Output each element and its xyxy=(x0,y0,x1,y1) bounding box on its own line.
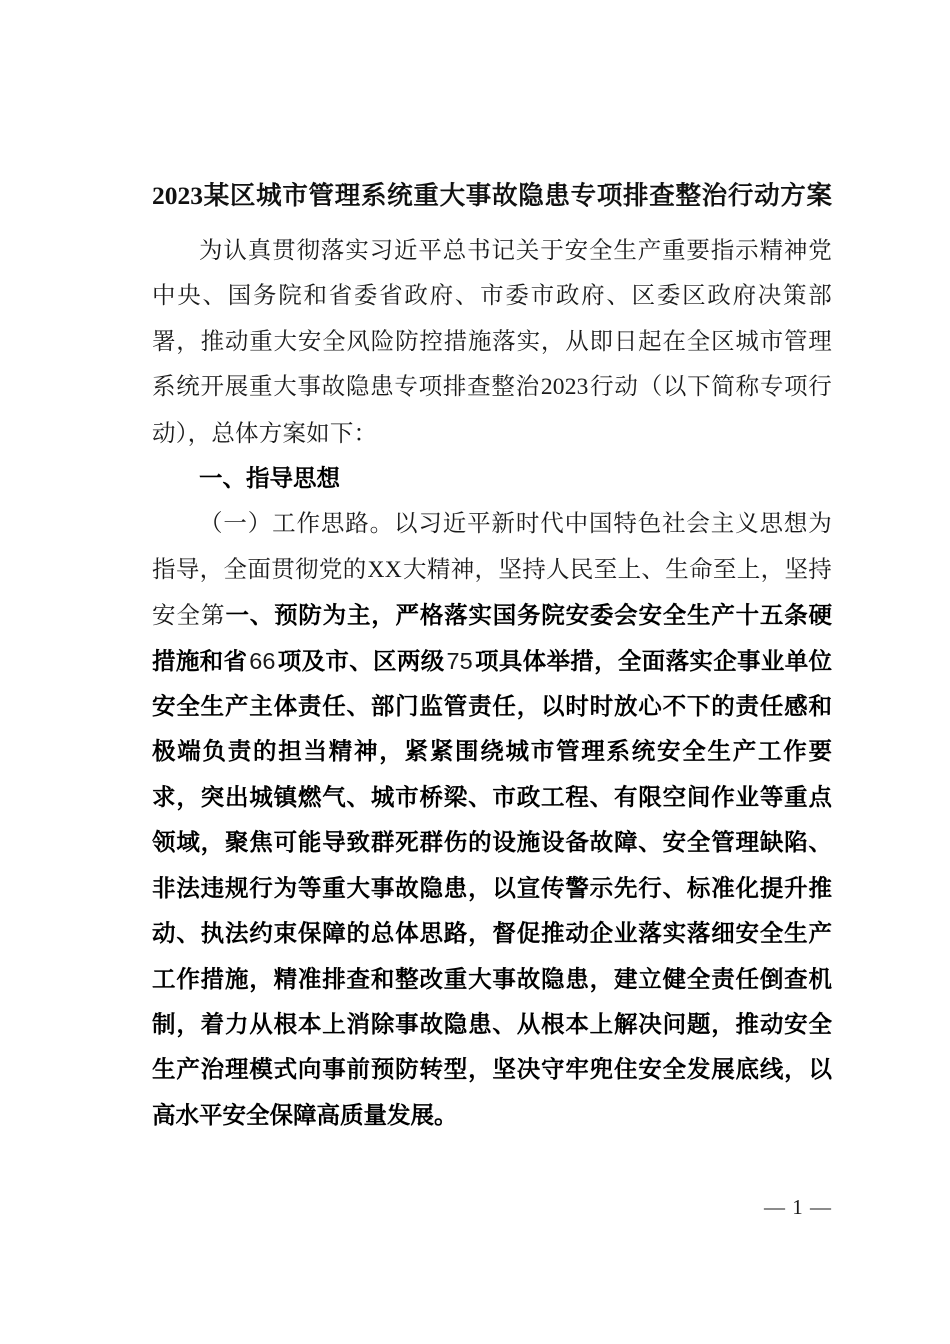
item-one-text-run-5: 项及市、区两级 xyxy=(277,647,445,674)
intro-text-run-2: 行动（以下简称专项行动），总体方案如下： xyxy=(152,372,833,447)
footer-page-number: — 1 — xyxy=(764,1195,832,1219)
intro-text-run-1: 2023 xyxy=(540,374,589,401)
paragraph-intro xyxy=(152,228,832,456)
item-one-text-run-1: XX xyxy=(367,556,402,583)
item-one-text-run-2: 大精神，坚持人民至上、生命至上，坚持安全第 xyxy=(152,554,832,630)
item-one-text-run-6: 75 xyxy=(446,647,473,674)
item-one-text-run-0: （一）工作思路。以习近平新时代中国特色社会主义思想为指导，全面贯彻党的 xyxy=(152,509,832,583)
item-one-text-run-3: 一、预防为主，严格落实国务院安委会安全生产十五条硬措施和省 xyxy=(152,602,832,674)
page-title: 2023某区城市管理系统重大事故隐患专项排查整治行动方案 xyxy=(152,181,832,210)
item-one-text-run-4: 66 xyxy=(249,647,276,674)
paragraph-item-one xyxy=(152,501,832,1138)
intro-text-run-0: 为认真贯彻落实习近平总书记关于安全生产重要指示精神党中央、国务院和省委省政府、市委市政府、区委区政府决策部署，推动重大安全风险防控措施落实，从即日起在全区城市管理系统开展重大事故隐患专项排查整治 xyxy=(152,236,832,401)
section-heading-guiding-ideology: 一、指导思想 xyxy=(199,465,340,492)
item-one-text-run-7: 项具体举措，全面落实企事业单位安全生产主体责任、部门监管责任，以时时放心不下的责任感和极端负责的担当精神，紧紧围绕城市管理系统安全生产工作要求，突出城镇燃气、城市桥梁、市政工程、有限空间作业等重点领域，聚焦可能导致群死群伤的设施设备故障、安全管理缺陷、非法违规行为等重大事故隐患，以宣传警示先行、标准化提升推动、执法约束保障的总体思路，督促推动企业落实落细安全生产工作措施，精准排查和整改重大事故隐患，建立健全责任倒查机制，着力从根本上消除事故隐患、从根本上解决问题，推动安全生产治理模式向事前预防转型，坚决守牢兜住安全发展底线，以高水平安全保障高质量发展。 xyxy=(152,647,833,1128)
document-body xyxy=(152,176,832,1138)
